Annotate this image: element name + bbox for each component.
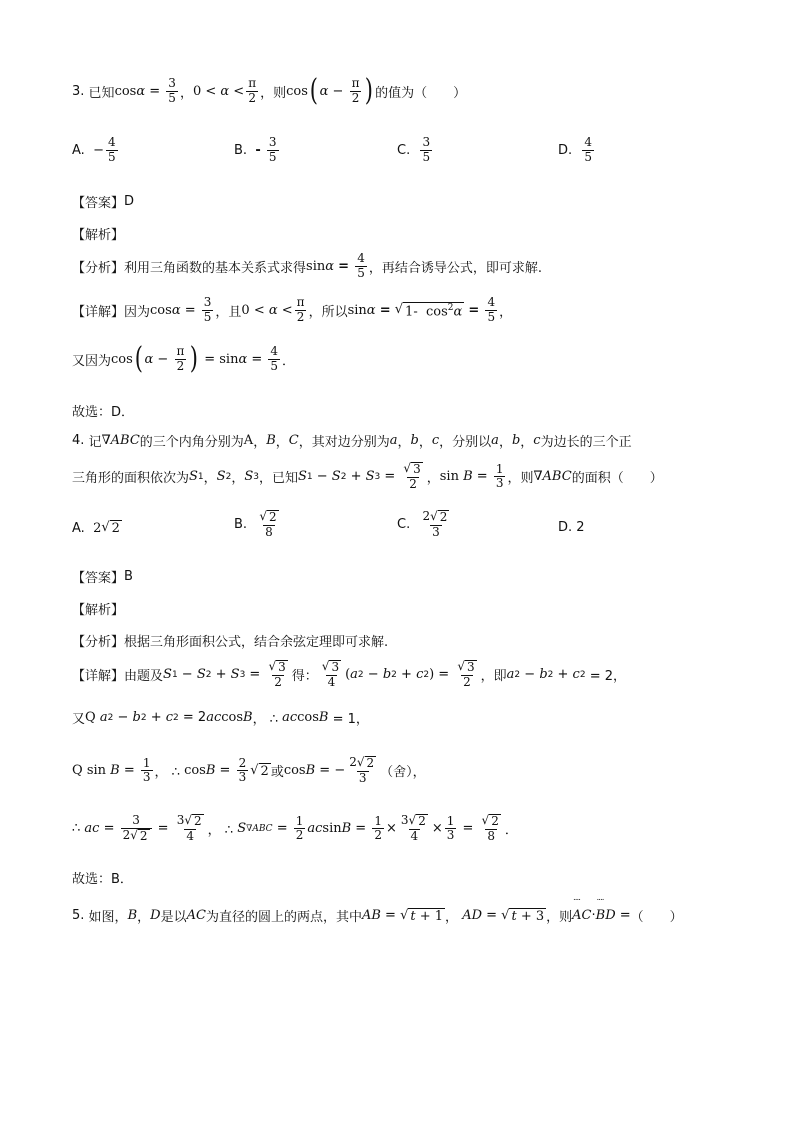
q3-choose: 故选：D． [72,405,135,420]
q4-detail-3: Q sin B = $\frac{1}{3}$ ， ∴ cos B = $\frac{2}{3}$ √ 2 或 cos B = − 2√ 2 3 （舍）， [72,755,426,785]
q3-option-c[interactable]: C. $\frac{3}{5}$ [397,135,431,164]
q4-detail-2: 又 Q a 2 − b 2 + c 2 = 2 ac cos B ， ∴ ac cos B = 1， [72,710,369,727]
q4-option-d[interactable]: D. 2 [558,520,585,535]
q3-option-d[interactable]: D. $\frac{4}{5}$ [558,135,593,164]
q3-fenxi: 【分析】 利用三角函数的基本关系式求得 sin α = $\frac{4}{5}$ ，再结合诱导公式，即可求解. [72,251,542,280]
q4-option-a[interactable]: A. 2 √ 2 [72,520,120,536]
q3-answer: 【答案】 D [72,194,135,211]
q4-stem-1: 4. 记 ∇ABC 的三个内角分别为 A ， B ， C ，其对边分别为 a ， b ， c ，分别以 a ， b ， c 为边长的三个正 [72,433,632,450]
q4-detail-4: ∴ ac = 3 2√ 2 = 3√ 2 4 ， ∴ S ∇ABC = $\frac{1}{2}$ ac sin B = $\frac{1}{2}$ × 3√ 2 4 × $\frac{1}{3}$ = √ 2 8 ． [72,813,518,843]
q4-choose: 故选：B． [72,872,133,887]
q3-analysis-heading: 【解析】 [72,228,125,243]
q4-stem-2: 三角形的面积依次为 S 1 ， S 2 ， S 3 ，已知 S 1 − S 2 + S 3 = √ 3 2 ， sin B = $\frac{1}{3}$ ，则 ∇ABC 的面积（ ） [72,461,663,491]
q3-stem: 3. 已知 cos α = $\frac{3}{5}$ ， 0 < α < $\frac{\pi}{2}$ ，则 cos ( α − $\frac{\pi}{2}$ ) 的值为（ ） [72,73,467,108]
q3-option-a[interactable]: A. − $\frac{4}{5}$ [72,135,116,164]
q3-number: 3. [72,83,85,99]
q4-option-b[interactable]: B. √ 2 8 [234,509,277,539]
q3-detail-2: 又因为 cos ( α − $\frac{\pi}{2}$ ) = sin α = $\frac{4}{5}$ ． [72,341,296,376]
q4-option-c[interactable]: C. 2√ 2 3 [397,509,448,539]
q4-detail: 【详解】 由题及 S 1 − S 2 + S 3 = √ 3 2 得： √ 3 4 ( a 2 − b 2 + c 2 ) = √ 3 2 ，即 a 2 − b 2 + c 2 = 2， [72,659,626,689]
q4-fenxi: 【分析】 根据三角形面积公式，结合余弦定理即可求解. [72,635,389,650]
q4-analysis-heading: 【解析】 [72,603,125,618]
q5-stem: 5. 如图， B ， D 是以 AC 为直径的圆上的两点，其中 AB = √ t + 1 ， AD = √ t + 3 ，则 ¨¨ AC · ¨¨ BD = （ ） [72,906,683,925]
q4-answer: 【答案】 B [72,569,133,586]
q3-detail: 【详解】 因为 cos α = $\frac{3}{5}$ ，且 0 < α < $\frac{\pi}{2}$ ，所以 sin α = √ 1- $\cos^2\alpha$ = $\frac{4}{5}$ ， [72,295,513,324]
q3-option-b[interactable]: B. - $\frac{3}{5}$ [234,135,277,164]
